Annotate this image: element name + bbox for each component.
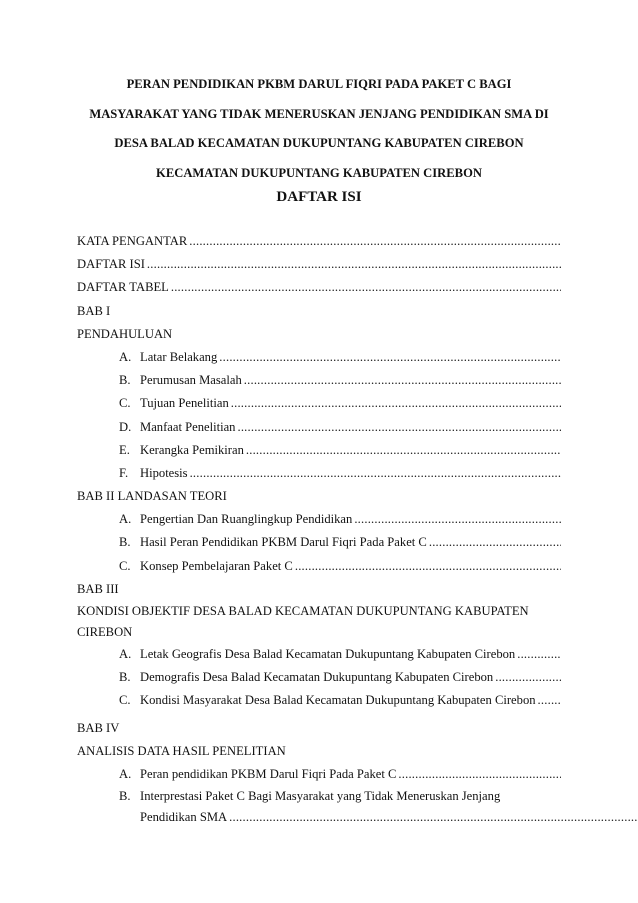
toc-entry-continuation [140,807,638,828]
list-marker: B. [119,670,131,685]
toc-entry-label: DAFTAR ISI [77,257,145,272]
document-title [70,70,568,188]
toc-entry[interactable] [77,555,561,578]
chapter-number: BAB I [77,303,111,318]
toc-entry-label: Hasil Peran Pendidikan PKBM Darul Fiqri Pada Paket C [140,535,427,550]
chapter-label [77,717,561,740]
leader-dots [219,346,561,369]
toc-entry-label: Demografis Desa Balad Kecamatan Dukupuntang Kabupaten Cirebon [140,670,494,685]
list-marker: B. [119,535,131,550]
chapter-number: BAB III [77,581,119,596]
leader-dots [147,253,561,276]
leader-dots [189,230,561,253]
toc-entry-label: Manfaat Penelitian [140,419,236,434]
leader-dots [237,416,561,439]
leader-dots [229,807,638,828]
leader-dots [231,392,561,415]
chapter-title [77,740,561,763]
toc-entry[interactable] [77,462,561,485]
toc-entry-label: Tujuan Penelitian [140,396,229,411]
toc-entry-label: Interprestasi Paket C Bagi Masyarakat yang Tidak Meneruskan Jenjang [140,789,501,804]
toc-entry-label: Perumusan Masalah [140,373,242,388]
toc-entry-label: Peran pendidikan PKBM Darul Fiqri Pada Paket C [140,766,397,781]
chapter-title-text: PENDAHULUAN [77,326,173,341]
chapter-title-text: ANALISIS DATA HASIL PENELITIAN [77,743,286,758]
list-marker: C. [119,693,131,708]
toc-entry-daftar-isi[interactable] [77,253,561,276]
leader-dots [244,369,561,392]
list-marker: D. [119,419,132,434]
toc-entry-label: Pendidikan SMA [140,810,228,825]
toc-entry-label: DAFTAR TABEL [77,280,169,295]
toc-heading: DAFTAR ISI [276,189,362,205]
list-marker: B. [119,373,131,388]
leader-dots [190,462,561,485]
chapter-title [77,601,561,643]
title-line: DESA BALAD KECAMATAN DUKUPUNTANG KABUPATEN CIREBON [114,136,524,150]
list-marker: A. [119,766,132,781]
list-marker: E. [119,442,130,457]
toc-entry[interactable] [77,508,561,531]
toc-entry-label: Letak Geografis Desa Balad Kecamatan Dukupuntang Kabupaten Cirebon [140,647,516,661]
toc-entry[interactable] [77,416,561,439]
title-line: PERAN PENDIDIKAN PKBM DARUL FIQRI PADA PAKET C BAGI [126,77,512,91]
title-line: KECAMATAN DUKUPUNTANG KABUPATEN CIREBON [156,165,482,180]
toc-entry[interactable] [77,531,561,554]
list-marker: A. [119,647,132,661]
list-marker: A. [119,349,132,364]
toc-entry-label: Konsep Pembelajaran Paket C [140,558,293,573]
leader-dots [517,643,561,666]
leader-dots [354,508,561,531]
chapter-title [77,323,561,346]
leader-dots [171,276,561,299]
leader-dots [295,555,561,578]
toc-entry[interactable] [77,392,561,415]
chapter-label [77,300,561,323]
leader-dots [495,666,561,689]
toc-entry[interactable] [77,643,561,666]
chapter-number: BAB II LANDASAN TEORI [77,489,227,504]
leader-dots [538,689,561,712]
list-marker: B. [119,789,131,804]
list-marker: A. [119,512,132,527]
toc-entry-label: Latar Belakang [140,349,218,364]
toc-entry-body [140,786,638,828]
toc-entry-label: KATA PENGANTAR [77,234,188,248]
toc-entry-label: Kerangka Pemikiran [140,442,244,457]
toc-entry[interactable] [77,369,561,392]
title-line: MASYARAKAT YANG TIDAK MENERUSKAN JENJANG PENDIDIKAN SMA DI [89,106,549,121]
table-of-contents [77,230,561,828]
leader-dots [398,763,561,786]
toc-entry-daftar-tabel[interactable] [77,276,561,299]
leader-dots [429,531,561,554]
leader-dots [246,439,561,462]
list-marker: C. [119,396,131,411]
list-marker: F. [119,465,129,480]
toc-entry[interactable] [77,786,561,828]
toc-entry[interactable] [77,763,561,786]
toc-entry[interactable] [77,346,561,369]
chapter-label [77,485,561,508]
chapter-number: BAB IV [77,720,120,735]
toc-entry[interactable] [77,689,561,712]
chapter-label [77,578,561,601]
chapter-title-text: KONDISI OBJEKTIF DESA BALAD KECAMATAN DUKUPUNTANG KABUPATEN CIREBON [77,604,529,639]
toc-entry[interactable] [77,666,561,689]
toc-entry-kata-pengantar[interactable] [77,230,561,253]
toc-entry-label: Pengertian Dan Ruanglingkup Pendidikan [140,512,353,527]
toc-entry[interactable] [77,439,561,462]
toc-entry-label: Hipotesis [140,465,188,480]
list-marker: C. [119,558,131,573]
toc-entry-label: Kondisi Masyarakat Desa Balad Kecamatan Dukupuntang Kabupaten Cirebon [140,693,536,708]
